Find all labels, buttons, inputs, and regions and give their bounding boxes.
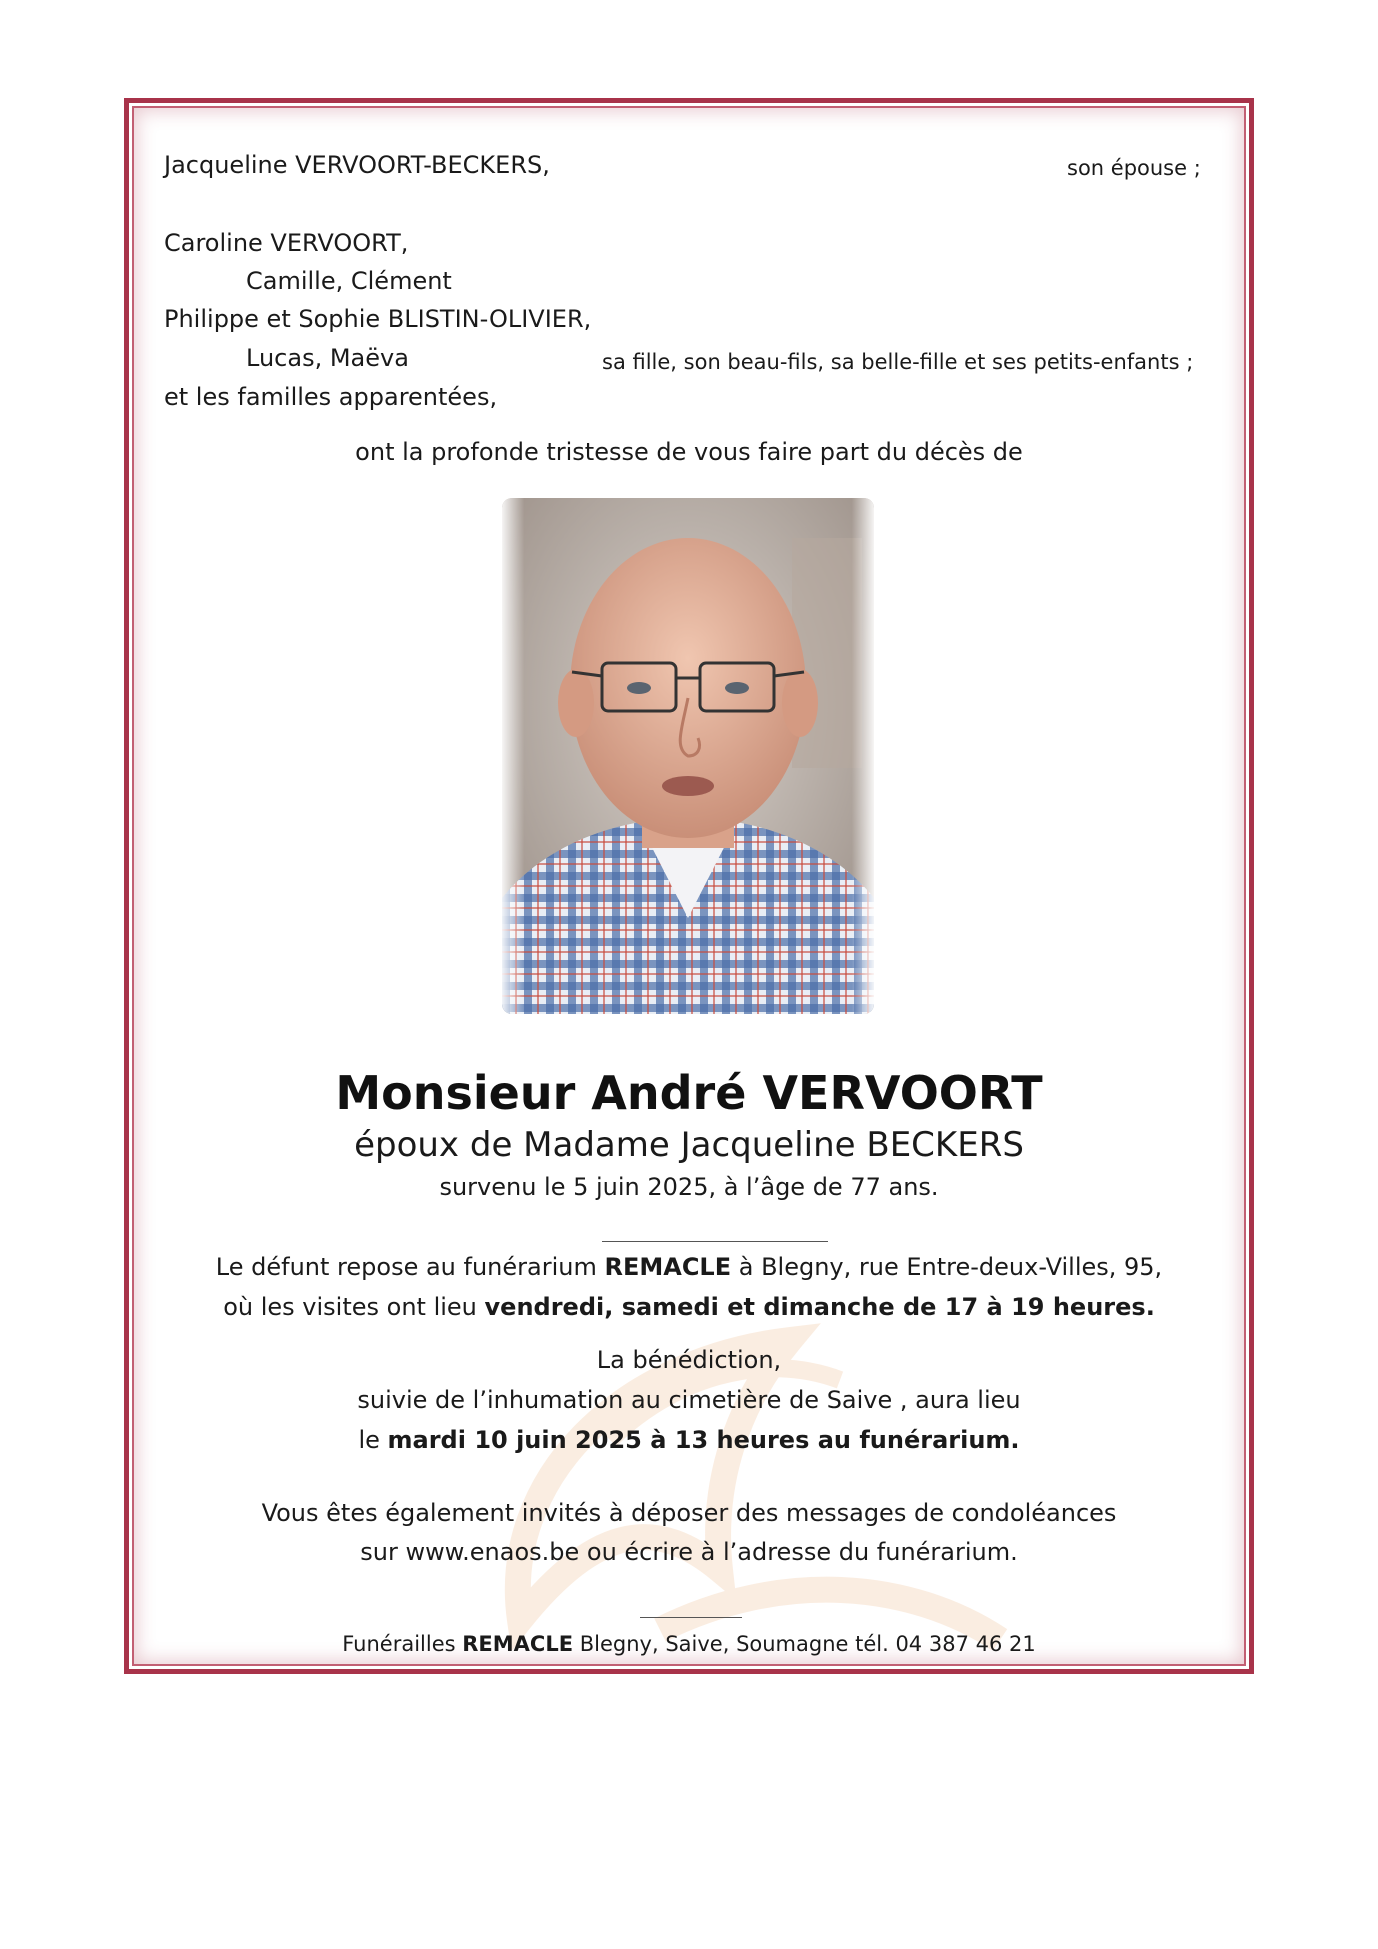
ceremony-date: le mardi 10 juin 2025 à 13 heures au funérarium. [358,1426,1020,1454]
deceased-spouse: époux de Madame Jacqueline BECKERS [354,1125,1024,1165]
divider [602,1241,828,1242]
deceased-name: Monsieur André VERVOORT [335,1066,1043,1120]
child1-children: Camille, Clément [246,267,452,295]
deceased-photo [502,498,874,1014]
spouse-relation: son épouse ; [1067,156,1201,180]
child1-name: Caroline VERVOORT, [164,229,409,257]
viewing-location: Le défunt repose au funérarium REMACLE à Blegny, rue Entre-deux-Villes, 95, [215,1253,1163,1281]
ceremony-burial: suivie de l’inhumation au cimetière de Saive , aura lieu [357,1386,1021,1414]
condolences-line1: Vous êtes également invités à déposer des messages de condoléances [261,1499,1117,1527]
condolences-line2: sur www.enaos.be ou écrire à l’adresse du funérarium. [360,1538,1018,1566]
relatives: et les familles apparentées, [164,383,498,411]
child2-name: Philippe et Sophie BLISTIN-OLIVIER, [164,305,592,333]
children-relation: sa fille, son beau-fils, sa belle-fille et ses petits-enfants ; [602,350,1194,374]
viewing-hours: où les visites ont lieu vendredi, samedi et dimanche de 17 à 19 heures. [223,1293,1155,1321]
footer-divider [640,1617,742,1618]
announcement: ont la profonde tristesse de vous faire part du décès de [355,438,1023,466]
footer-contact: Funérailles REMACLE Blegny, Saive, Soumagne tél. 04 387 46 21 [342,1632,1036,1656]
child2-children: Lucas, Maëva [246,344,409,372]
spouse-name: Jacqueline VERVOORT-BECKERS, [164,151,550,179]
date-of-death: survenu le 5 juin 2025, à l’âge de 77 ans. [439,1173,939,1201]
ceremony-title: La bénédiction, [596,1346,782,1374]
